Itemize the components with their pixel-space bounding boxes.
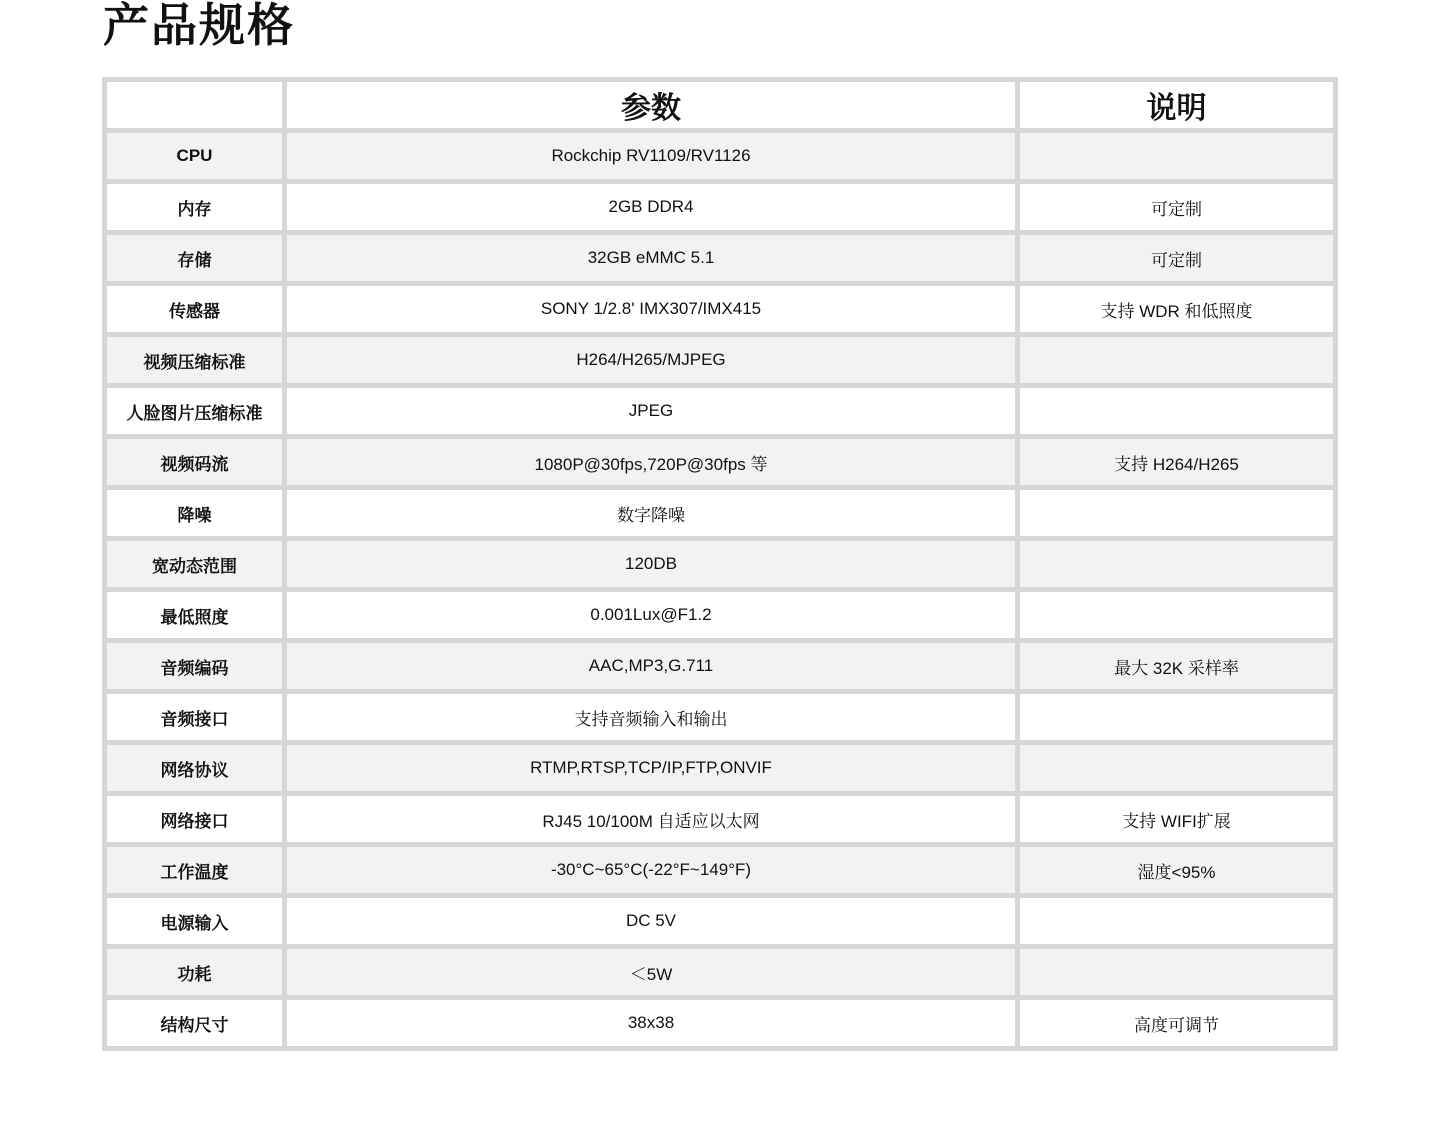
spec-name: 最低照度 bbox=[107, 592, 282, 638]
spec-table bbox=[102, 77, 1338, 1051]
table-row bbox=[107, 949, 1333, 995]
table-row bbox=[107, 643, 1333, 689]
spec-name: CPU bbox=[107, 133, 282, 179]
table-row bbox=[107, 184, 1333, 230]
spec-name: 音频接口 bbox=[107, 694, 282, 740]
spec-note bbox=[1020, 388, 1333, 434]
header-cell-param: 参数 bbox=[287, 82, 1015, 128]
spec-note bbox=[1020, 490, 1333, 536]
header-cell-note: 说明 bbox=[1020, 82, 1333, 128]
spec-param: -30°C~65°C(-22°F~149°F) bbox=[287, 847, 1015, 893]
spec-name: 结构尺寸 bbox=[107, 1000, 282, 1046]
spec-note bbox=[1020, 745, 1333, 791]
spec-param: RJ45 10/100M 自适应以太网 bbox=[287, 796, 1015, 842]
table-row bbox=[107, 235, 1333, 281]
spec-param: SONY 1/2.8' IMX307/IMX415 bbox=[287, 286, 1015, 332]
spec-note: 支持 H264/H265 bbox=[1020, 439, 1333, 485]
spec-name: 内存 bbox=[107, 184, 282, 230]
table-row bbox=[107, 1000, 1333, 1046]
spec-param: 1080P@30fps,720P@30fps 等 bbox=[287, 439, 1015, 485]
page-title: 产品规格 bbox=[103, 0, 295, 52]
table-row bbox=[107, 592, 1333, 638]
table-row bbox=[107, 490, 1333, 536]
spec-param: 120DB bbox=[287, 541, 1015, 587]
spec-param: 38x38 bbox=[287, 1000, 1015, 1046]
spec-note: 可定制 bbox=[1020, 184, 1333, 230]
spec-name: 功耗 bbox=[107, 949, 282, 995]
spec-note: 湿度<95% bbox=[1020, 847, 1333, 893]
spec-name: 网络协议 bbox=[107, 745, 282, 791]
spec-name: 工作温度 bbox=[107, 847, 282, 893]
spec-param: 支持音频输入和输出 bbox=[287, 694, 1015, 740]
table-header-row bbox=[107, 82, 1333, 128]
table-row bbox=[107, 745, 1333, 791]
spec-param: JPEG bbox=[287, 388, 1015, 434]
table-row bbox=[107, 439, 1333, 485]
spec-note bbox=[1020, 592, 1333, 638]
spec-name: 传感器 bbox=[107, 286, 282, 332]
spec-note bbox=[1020, 694, 1333, 740]
spec-note bbox=[1020, 337, 1333, 383]
spec-param: 32GB eMMC 5.1 bbox=[287, 235, 1015, 281]
spec-param: RTMP,RTSP,TCP/IP,FTP,ONVIF bbox=[287, 745, 1015, 791]
spec-param: H264/H265/MJPEG bbox=[287, 337, 1015, 383]
spec-note bbox=[1020, 898, 1333, 944]
spec-param: DC 5V bbox=[287, 898, 1015, 944]
table-row bbox=[107, 133, 1333, 179]
table-row bbox=[107, 898, 1333, 944]
header-cell-empty bbox=[107, 82, 282, 128]
spec-param: 数字降噪 bbox=[287, 490, 1015, 536]
spec-name: 宽动态范围 bbox=[107, 541, 282, 587]
table-row bbox=[107, 847, 1333, 893]
spec-note: 可定制 bbox=[1020, 235, 1333, 281]
spec-name: 存储 bbox=[107, 235, 282, 281]
spec-note bbox=[1020, 133, 1333, 179]
spec-name: 电源输入 bbox=[107, 898, 282, 944]
spec-name: 降噪 bbox=[107, 490, 282, 536]
spec-note bbox=[1020, 949, 1333, 995]
table-row bbox=[107, 388, 1333, 434]
spec-name: 视频压缩标准 bbox=[107, 337, 282, 383]
spec-param: ＜5W bbox=[287, 949, 1015, 995]
table-row bbox=[107, 796, 1333, 842]
table-row bbox=[107, 337, 1333, 383]
spec-note: 最大 32K 采样率 bbox=[1020, 643, 1333, 689]
spec-name: 网络接口 bbox=[107, 796, 282, 842]
spec-name: 人脸图片压缩标准 bbox=[107, 388, 282, 434]
spec-param: 0.001Lux@F1.2 bbox=[287, 592, 1015, 638]
table-row bbox=[107, 541, 1333, 587]
table-row bbox=[107, 286, 1333, 332]
spec-name: 视频码流 bbox=[107, 439, 282, 485]
table-row bbox=[107, 694, 1333, 740]
spec-name: 音频编码 bbox=[107, 643, 282, 689]
spec-param: Rockchip RV1109/RV1126 bbox=[287, 133, 1015, 179]
spec-note bbox=[1020, 541, 1333, 587]
spec-param: 2GB DDR4 bbox=[287, 184, 1015, 230]
spec-note: 支持 WDR 和低照度 bbox=[1020, 286, 1333, 332]
spec-note: 高度可调节 bbox=[1020, 1000, 1333, 1046]
spec-param: AAC,MP3,G.711 bbox=[287, 643, 1015, 689]
spec-note: 支持 WIFI扩展 bbox=[1020, 796, 1333, 842]
